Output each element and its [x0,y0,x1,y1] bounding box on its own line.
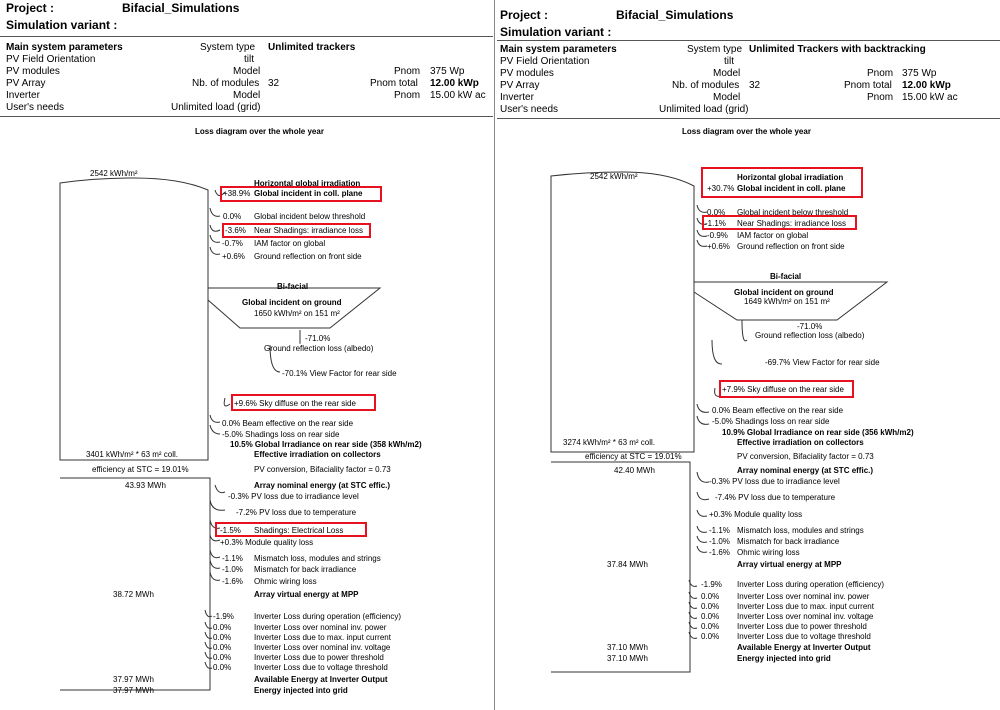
inv4-label: Inverter Loss over nominal inv. voltage [737,612,874,621]
ne-value: 43.93 MWh [125,481,166,490]
project-label: Project : [6,1,55,15]
modules-label: PV modules [6,66,60,77]
needs-value: Unlimited load (grid) [659,104,749,115]
inverter-pnom-label: Pnom [867,92,894,103]
gr-label: Ground reflection on front side [737,242,845,251]
inverter-pnom-value: 15.00 kW ac [902,92,958,103]
gi-label: Global incident in coll. plane [254,189,363,198]
pnom-total-label: Pnom total [844,80,892,91]
hgi-label: Horizontal global irradiation [254,179,361,188]
inv3-label: Inverter Loss due to max. input current [254,633,391,642]
inv5-label: Inverter Loss due to power threshold [254,653,384,662]
inverter-label: Inverter [500,92,534,103]
pnom-value: 375 Wp [430,66,465,77]
pnom-label: Pnom [394,66,421,77]
mpp-label: Array virtual energy at MPP [737,560,842,569]
loss-irr-level: -0.3% PV loss due to irradiance level [709,477,840,486]
loss-mb-pct: -1.0% [222,565,243,574]
variant-label: Simulation variant : [500,25,612,39]
loss-mb-pct: -1.0% [709,537,730,546]
inv6-pct: 0.0% [213,663,232,672]
highlight-box-sky [719,380,854,398]
inverter-label: Inverter [6,90,40,101]
orientation-label: PV Field Orientation [500,56,590,67]
system-type-label: System type [200,42,256,53]
needs-label: User's needs [6,102,65,113]
gi-pct: +30.7% [707,184,735,193]
left-report-panel [0,0,493,710]
panel-divider [494,0,495,710]
iam-label: IAM factor on global [254,239,326,248]
grl-pct: -71.0% [797,322,823,331]
grl-pct: -71.0% [305,334,331,343]
irr-value: 2542 kWh/m² [590,172,638,181]
params-title: Main system parameters [500,44,617,55]
inverter-pnom-label: Pnom [394,90,421,101]
vf-label: -70.1% View Factor for rear side [282,369,397,378]
gig-value: 1650 kWh/m² on 151 m² [254,309,340,318]
system-type-value: Unlimited Trackers with backtracking [749,44,926,55]
grl-label: Ground reflection loss (albedo) [264,344,374,353]
inv4-pct: 0.0% [213,643,232,652]
right-report-panel [497,0,1000,710]
inv3-pct: 0.0% [701,602,720,611]
inverter-pnom-value: 15.00 kW ac [430,90,486,101]
eff-stc: efficiency at STC = 19.01% [585,452,682,461]
highlight-box-sky [231,394,376,411]
loss-module-quality: +0.3% Module quality loss [220,538,314,547]
array-label: PV Array [6,78,46,89]
pnom-total-label: Pnom total [370,78,418,89]
pnom-label: Pnom [867,68,894,79]
inv4-pct: 0.0% [701,612,720,621]
orientation-label: PV Field Orientation [6,54,96,65]
header-rule [0,36,493,37]
orientation-value: tilt [244,54,254,65]
bifacial-label: Bi-facial [277,282,309,291]
loss-mm-pct: -1.1% [222,554,243,563]
mpp-label: Array virtual energy at MPP [254,590,359,599]
shad-label: -5.0% Shadings loss on rear side [712,417,830,426]
ne-label: Array nominal energy (at STC effic.) [254,481,391,490]
params-rule [0,116,493,117]
params-rule [497,118,1000,119]
inv2-pct: 0.0% [213,623,232,632]
diagram-title: Loss diagram over the whole year [682,127,811,136]
iam-pct: -0.9% [707,231,728,240]
grid-value: 37.10 MWh [607,654,648,663]
variant-label: Simulation variant : [6,18,118,32]
system-type-label: System type [687,44,743,55]
shad-label: -5.0% Shadings loss on rear side [222,430,340,439]
coll-value: 3274 kWh/m² * 63 m² coll. [563,438,656,447]
eff-stc: efficiency at STC = 19.01% [92,465,189,474]
highlight-box-gi [701,167,863,198]
iam-label: IAM factor on global [737,231,809,240]
near-pct: -1.1% [705,219,726,228]
loss-mb-label: Mismatch for back irradiance [254,565,357,574]
below-pct: 0.0% [707,208,726,217]
inv1-label: Inverter Loss during operation (efficiency) [254,612,402,621]
project-name: Bifacial_Simulations [616,8,734,22]
grid-label: Energy injected into grid [737,654,831,663]
loss-mm-label: Mismatch loss, modules and strings [737,526,864,535]
inv2-label: Inverter Loss over nominal inv. power [737,592,870,601]
vf-label: -69.7% View Factor for rear side [765,358,880,367]
nb-modules-label: Nb. of modules [672,80,740,91]
gir-label: 10.5% Global Irradiance on rear side (358 kWh/m2) [230,440,422,449]
grid-value: 37.97 MWh [113,686,154,695]
diagram-title: Loss diagram over the whole year [195,127,324,136]
below-pct: 0.0% [223,212,242,221]
gig-label: Global incident on ground [242,298,342,307]
loss-ohm-pct: -1.6% [222,577,243,586]
modules-label: PV modules [500,68,554,79]
ne-label: Array nominal energy (at STC effic.) [737,466,874,475]
project-label: Project : [500,8,549,22]
near-pct: -3.6% [225,226,246,235]
inv2-label: Inverter Loss over nominal inv. power [254,623,387,632]
coll-value: 3401 kWh/m² * 63 m² coll. [86,450,179,459]
header-rule [497,40,1000,41]
pnom-total-value: 12.00 kWp [902,80,951,91]
loss-elec-label: Shadings: Electrical Loss [254,526,344,535]
out-label: Available Energy at Inverter Output [737,643,871,652]
modules-model: Model [233,66,261,77]
system-type-value: Unlimited trackers [268,42,356,53]
inverter-model: Model [713,92,741,103]
near-label: Near Shadings: irradiance loss [737,219,846,228]
array-label: PV Array [500,80,540,91]
near-label: Near Shadings: irradiance loss [254,226,363,235]
inverter-model: Model [233,90,261,101]
project-name: Bifacial_Simulations [122,1,240,15]
highlight-box-elec [215,522,367,537]
inv2-pct: 0.0% [701,592,720,601]
inv5-pct: 0.0% [701,622,720,631]
orientation-value: tilt [724,56,734,67]
highlight-box-near [702,215,857,230]
pvconv-label: PV conversion, Bifaciality factor = 0.73 [737,452,874,461]
eff-irr-label: Effective irradiation on collectors [737,438,864,447]
grl-label: Ground reflection loss (albedo) [755,331,865,340]
hgi-label: Horizontal global irradiation [737,173,844,182]
loss-mb-label: Mismatch for back irradiance [737,537,840,546]
mpp-value: 37.84 MWh [607,560,648,569]
pnom-value: 375 Wp [902,68,937,79]
below-label: Global incident below threshold [737,208,849,217]
inv1-pct: -1.9% [701,580,722,589]
loss-mm-pct: -1.1% [709,526,730,535]
gi-pct: +38.9% [223,189,251,198]
modules-model: Model [713,68,741,79]
needs-value: Unlimited load (grid) [171,102,261,113]
loss-elec-pct: -1.5% [220,526,241,535]
inv6-label: Inverter Loss due to voltage threshold [737,632,871,641]
inv6-label: Inverter Loss due to voltage threshold [254,663,388,672]
gi-label: Global incident in coll. plane [737,184,846,193]
highlight-box-near [222,223,371,238]
gig-value: 1649 kWh/m² on 151 m² [744,297,830,306]
inv1-label: Inverter Loss during operation (efficiency) [737,580,885,589]
inv5-label: Inverter Loss due to power threshold [737,622,867,631]
inv3-label: Inverter Loss due to max. input current [737,602,874,611]
nb-modules-value: 32 [749,80,761,91]
loss-module-quality: +0.3% Module quality loss [709,510,803,519]
loss-temp: -7.2% PV loss due to temperature [236,508,357,517]
gr-pct: +0.6% [222,252,245,261]
inv4-label: Inverter Loss over nominal inv. voltage [254,643,391,652]
gr-pct: +0.6% [707,242,730,251]
beam-label: 0.0% Beam effective on the rear side [712,406,844,415]
below-label: Global incident below threshold [254,212,366,221]
needs-label: User's needs [500,104,559,115]
eff-irr-label: Effective irradiation on collectors [254,450,381,459]
out-value: 37.97 MWh [113,675,154,684]
loss-mm-label: Mismatch loss, modules and strings [254,554,381,563]
out-label: Available Energy at Inverter Output [254,675,388,684]
highlight-box-gi [220,186,382,202]
nb-modules-value: 32 [268,78,280,89]
loss-irr-level: -0.3% PV loss due to irradiance level [228,492,359,501]
nb-modules-label: Nb. of modules [192,78,260,89]
iam-pct: -0.7% [222,239,243,248]
inv6-pct: 0.0% [701,632,720,641]
gig-label: Global incident on ground [734,288,834,297]
grid-label: Energy injected into grid [254,686,348,695]
loss-temp: -7.4% PV loss due to temperature [715,493,836,502]
inv5-pct: 0.0% [213,653,232,662]
sky-label: +9.6% Sky diffuse on the rear side [234,399,356,408]
loss-ohm-label: Ohmic wiring loss [737,548,800,557]
params-title: Main system parameters [6,42,123,53]
ne-value: 42.40 MWh [614,466,655,475]
inv3-pct: 0.0% [213,633,232,642]
irr-value: 2542 kWh/m² [90,169,138,178]
sky-label: +7.9% Sky diffuse on the rear side [722,385,844,394]
pnom-total-value: 12.00 kWp [430,78,479,89]
pvconv-label: PV conversion, Bifaciality factor = 0.73 [254,465,391,474]
mpp-value: 38.72 MWh [113,590,154,599]
gir-label: 10.9% Global Irradiance on rear side (356 kWh/m2) [722,428,914,437]
loss-ohm-label: Ohmic wiring loss [254,577,317,586]
out-value: 37.10 MWh [607,643,648,652]
bifacial-label: Bi-facial [770,272,802,281]
gr-label: Ground reflection on front side [254,252,362,261]
beam-label: 0.0% Beam effective on the rear side [222,419,354,428]
inv1-pct: -1.9% [213,612,234,621]
loss-ohm-pct: -1.6% [709,548,730,557]
